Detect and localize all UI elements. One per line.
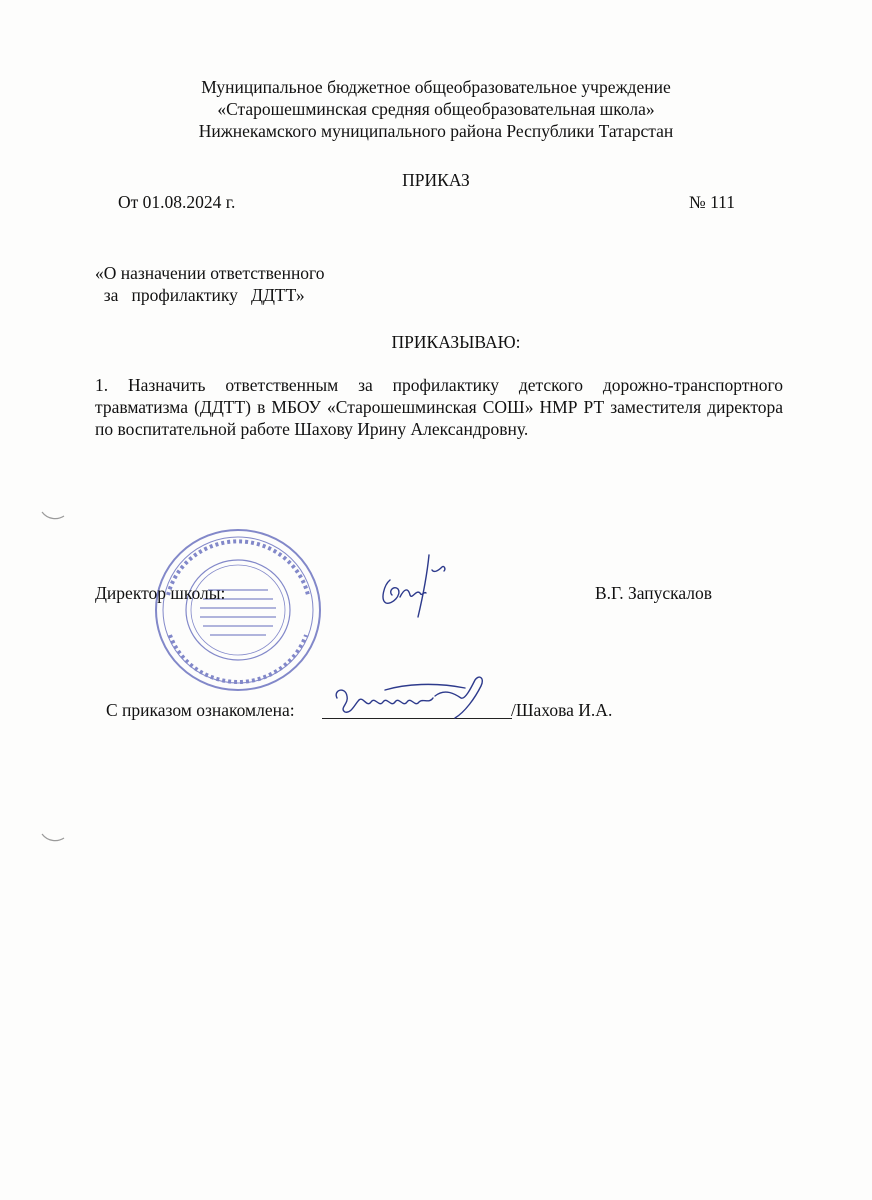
director-signature-icon [372,545,462,620]
punch-hole-mark-icon [40,830,66,844]
acknowledgement-name: /Шахова И.А. [511,700,613,720]
header-line-2: «Старошешминская средняя общеобразовательная школа» [217,99,655,119]
director-label: Директор школы: [95,583,226,603]
acknowledgement-label: С приказом ознакомлена: [106,700,295,720]
director-name: В.Г. Запускалов [595,583,713,603]
order-item-1: 1. Назначить ответственным за профилактику детского дорожно-транспортного травматизма (ДДТТ) в МБОУ «Старошешминская СОШ» НМР РТ заместителя директора по воспитательной работе Шахову Ирину Александровну. [95,375,783,439]
subject-line-2: за профилактику ДДТТ» [95,285,305,305]
institution-header [0,76,872,142]
subject-line-1: «О назначении ответственного [95,263,325,283]
official-stamp-icon [148,525,328,695]
order-title: ПРИКАЗ [402,170,470,190]
order-number: № 111 [689,192,736,212]
header-line-1: Муниципальное бюджетное общеобразовательное учреждение [201,77,671,97]
acknowledgement-signature-icon [325,668,500,723]
header-line-3: Нижнекамского муниципального района Республики Татарстан [198,121,674,141]
command-heading: ПРИКАЗЫВАЮ: [391,332,521,352]
punch-hole-mark-icon [40,508,66,522]
order-date: От 01.08.2024 г. [118,192,236,212]
order-subject [95,262,325,306]
